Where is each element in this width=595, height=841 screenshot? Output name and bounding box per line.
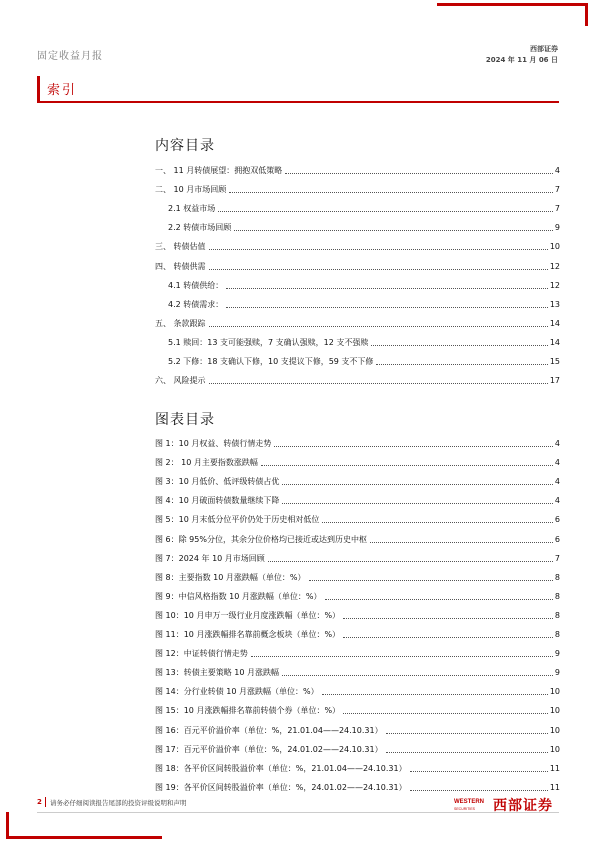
entry-page-number: 12 <box>549 261 560 271</box>
entry-page-number: 10 <box>549 687 560 697</box>
toc-entry[interactable] <box>155 260 560 272</box>
entry-label: 图 3：10 月低价、低评级转债占优 <box>155 477 280 487</box>
dot-leader <box>282 484 553 485</box>
entry-label: 三、 转债估值 <box>155 242 206 252</box>
dot-leader <box>209 326 548 327</box>
dot-leader <box>209 269 548 270</box>
toc-entry[interactable] <box>168 221 560 233</box>
dot-leader <box>282 503 553 504</box>
toc-entry[interactable] <box>168 336 560 348</box>
dot-leader <box>410 790 548 791</box>
dot-leader <box>251 656 553 657</box>
entry-page-number: 17 <box>549 376 560 386</box>
dot-leader <box>343 637 553 638</box>
toc-entry[interactable] <box>168 355 560 367</box>
entry-label: 图 5：10 月末低分位平价仍处于历史相对低位 <box>155 515 320 525</box>
company-logo-en: WESTERN <box>454 799 484 805</box>
entry-label: 图 6：除 95%分位，其余分位价格均已接近或达到历史中枢 <box>155 534 367 544</box>
figure-entry[interactable] <box>155 781 560 793</box>
toc-entry[interactable] <box>155 317 560 329</box>
entry-page-number: 4 <box>554 458 560 468</box>
entry-label: 图 12：中证转债行情走势 <box>155 649 248 659</box>
entry-page-number: 4 <box>554 496 560 506</box>
entry-label: 图 9：中信风格指数 10 月涨跌幅（单位：%） <box>155 591 322 601</box>
entry-page-number: 10 <box>549 725 560 735</box>
toc-entry[interactable] <box>155 183 560 195</box>
figure-entry[interactable] <box>155 475 560 487</box>
entry-page-number: 4 <box>554 477 560 487</box>
dot-leader <box>376 364 547 365</box>
entry-page-number: 13 <box>549 299 560 309</box>
footer-divider <box>37 812 559 813</box>
entry-label: 图 14：分行业转债 10 月涨跌幅（单位：%） <box>155 687 319 697</box>
entry-label: 5.1 赎回：13 支可能强赎，7 支确认强赎，12 支不强赎 <box>168 337 369 347</box>
dot-leader <box>285 173 553 174</box>
section-title: 索引 <box>47 83 78 98</box>
figure-entry[interactable] <box>155 628 560 640</box>
entry-label: 2.2 转债市场回顾 <box>168 223 232 233</box>
figure-entry[interactable] <box>155 513 560 525</box>
entry-page-number: 7 <box>554 185 560 195</box>
entry-label: 图 7：2024 年 10 月市场回顾 <box>155 553 265 563</box>
toc-entry[interactable] <box>168 202 560 214</box>
dot-leader <box>410 771 548 772</box>
toc-entry[interactable] <box>155 164 560 176</box>
entry-page-number: 10 <box>549 242 560 252</box>
entry-page-number: 8 <box>554 572 560 582</box>
entry-label: 4.1 转债供给： <box>168 280 224 290</box>
entry-label: 图 16：百元平价溢价率（单位：%，21.01.04——24.10.31） <box>155 725 383 735</box>
dot-leader <box>386 733 548 734</box>
toc-entry[interactable] <box>168 279 560 291</box>
figure-entry[interactable] <box>155 724 560 736</box>
dot-leader <box>226 288 548 289</box>
corner-decoration-top-right <box>437 3 588 6</box>
dot-leader <box>343 618 553 619</box>
entry-page-number: 8 <box>554 591 560 601</box>
entry-label: 五、 条款跟踪 <box>155 318 206 328</box>
entry-label: 二、 10 月市场回顾 <box>155 185 227 195</box>
toc-entry[interactable] <box>155 374 560 386</box>
dot-leader <box>386 752 548 753</box>
section-accent-bar <box>37 76 40 101</box>
figure-entry[interactable] <box>155 590 560 602</box>
footer-separator <box>45 797 46 807</box>
entry-page-number: 6 <box>554 515 560 525</box>
figure-entry[interactable] <box>155 704 560 716</box>
dot-leader <box>268 561 553 562</box>
entry-page-number: 8 <box>554 610 560 620</box>
entry-page-number: 10 <box>549 744 560 754</box>
figure-entry[interactable] <box>155 609 560 621</box>
dot-leader <box>371 345 547 346</box>
entry-label: 图 1：10 月权益、转债行情走势 <box>155 439 272 448</box>
figure-entry[interactable] <box>155 552 560 564</box>
figures-heading: 图表目录 <box>155 412 215 428</box>
entry-page-number: 9 <box>554 649 560 659</box>
entry-label: 六、 风险提示 <box>155 376 206 386</box>
dot-leader <box>229 192 553 193</box>
entry-page-number: 7 <box>554 204 560 214</box>
entry-page-number: 4 <box>554 439 560 448</box>
company-name: 西部证券 <box>530 45 558 53</box>
dot-leader <box>325 599 553 600</box>
entry-page-number: 15 <box>549 357 560 366</box>
entry-page-number: 7 <box>554 553 560 563</box>
toc-heading: 内容目录 <box>155 138 215 154</box>
dot-leader <box>322 522 553 523</box>
figure-entry[interactable] <box>155 437 560 449</box>
dot-leader <box>370 542 553 543</box>
dot-leader <box>209 383 548 384</box>
page-number: 2 <box>37 798 42 806</box>
section-divider <box>37 101 559 103</box>
entry-label: 图 8：主要指数 10 月涨跌幅（单位：%） <box>155 572 306 582</box>
entry-page-number: 4 <box>554 166 560 175</box>
entry-label: 4.2 转债需求： <box>168 299 224 309</box>
entry-page-number: 14 <box>549 337 560 347</box>
figure-entry[interactable] <box>155 762 560 774</box>
entry-page-number: 9 <box>554 223 560 233</box>
report-type-label: 固定收益月报 <box>37 51 103 62</box>
figure-entry[interactable] <box>155 571 560 583</box>
dot-leader <box>282 675 553 676</box>
footer-disclaimer: 请务必仔细阅读报告尾部的投资评级说明和声明 <box>50 799 187 807</box>
dot-leader <box>234 230 553 231</box>
company-logo-en-sub: SECURITIES <box>454 807 476 811</box>
entry-label: 图 13：转债主要策略 10 月涨跌幅 <box>155 668 279 678</box>
dot-leader <box>226 307 548 308</box>
dot-leader <box>209 249 548 250</box>
entry-label: 2.1 权益市场 <box>168 204 216 214</box>
figure-entry[interactable] <box>155 494 560 506</box>
entry-page-number: 6 <box>554 534 560 544</box>
entry-label: 图 4：10 月破面转债数量继续下降 <box>155 496 280 506</box>
corner-decoration-top-right-vertical <box>585 3 588 26</box>
figure-entry[interactable] <box>155 685 560 697</box>
entry-page-number: 14 <box>549 318 560 328</box>
entry-page-number: 11 <box>549 763 560 773</box>
figure-entry[interactable] <box>155 743 560 755</box>
entry-label: 一、 11 月转债展望：拥抱双低策略 <box>155 166 283 175</box>
entry-page-number: 12 <box>549 280 560 290</box>
toc-entry[interactable] <box>155 240 560 252</box>
entry-label: 图 11：10 月涨跌幅排名靠前概念板块（单位：%） <box>155 630 341 639</box>
entry-label: 图 2： 10 月主要指数涨跌幅 <box>155 458 258 468</box>
entry-page-number: 10 <box>549 706 560 716</box>
dot-leader <box>274 446 553 447</box>
toc-entry[interactable] <box>168 298 560 310</box>
dot-leader <box>343 713 548 714</box>
entry-label: 图 15：10 月涨跌幅排名靠前转债个券（单位：%） <box>155 706 341 716</box>
entry-label: 图 17：百元平价溢价率（单位：%，24.01.02——24.10.31） <box>155 744 383 754</box>
dot-leader <box>261 465 553 466</box>
entry-label: 5.2 下修：18 支确认下修，10 支提议下修，59 支不下修 <box>168 357 374 366</box>
dot-leader <box>322 694 548 695</box>
entry-label: 四、 转债供需 <box>155 261 206 271</box>
entry-label: 图 18：各平价区间转股溢价率（单位：%，21.01.04——24.10.31） <box>155 763 407 773</box>
entry-page-number: 11 <box>549 782 560 792</box>
figure-entry[interactable] <box>155 666 560 678</box>
entry-page-number: 8 <box>554 630 560 639</box>
dot-leader <box>309 580 553 581</box>
figure-entry[interactable] <box>155 647 560 659</box>
dot-leader <box>218 211 553 212</box>
corner-decoration-bottom-left-vertical <box>6 812 9 839</box>
corner-decoration-bottom-left <box>6 836 162 839</box>
entry-label: 图 10：10 月申万一级行业月度涨跌幅（单位：%） <box>155 610 341 620</box>
entry-page-number: 9 <box>554 668 560 678</box>
entry-label: 图 19：各平价区间转股溢价率（单位：%，24.01.02——24.10.31） <box>155 782 407 792</box>
report-date: 2024 年 11 月 06 日 <box>485 56 558 64</box>
figure-entry[interactable] <box>155 456 560 468</box>
company-logo-cn: 西部证券 <box>493 798 553 814</box>
figure-entry[interactable] <box>155 533 560 545</box>
